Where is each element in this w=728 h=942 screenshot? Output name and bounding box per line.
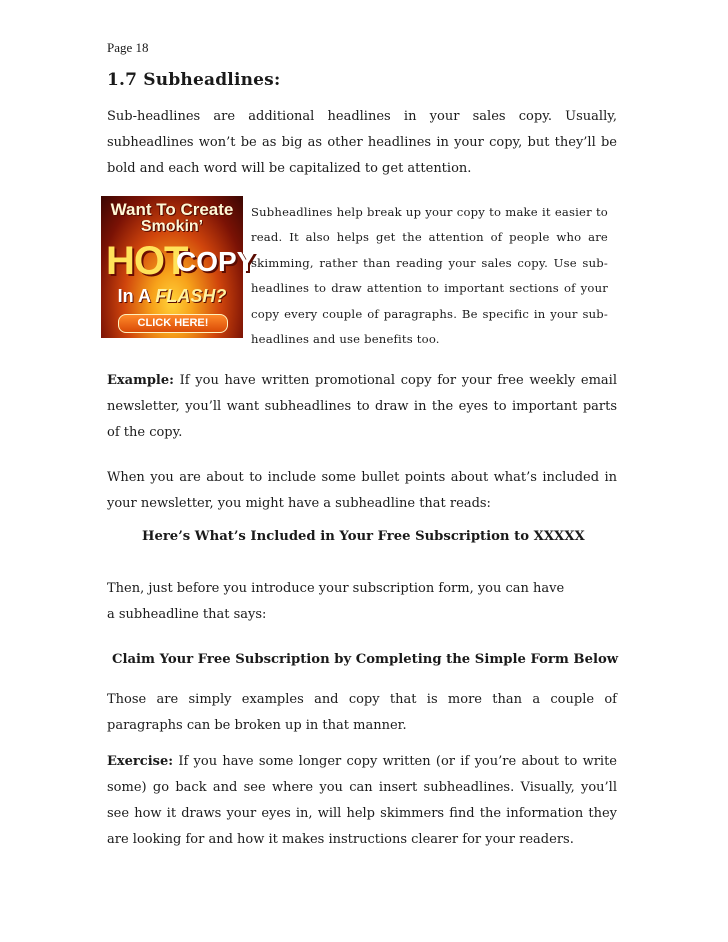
example-text: If you have written promotional copy for your free weekly email newsletter, you’ll want subheadlines to draw in the eyes to important parts of the copy. [107,373,617,440]
banner-line-3 [101,286,243,307]
example-subheadline-2: Claim Your Free Subscription by Completing the Simple Form Below [112,652,619,667]
banner-line-1: Want To Create [110,200,234,219]
exercise-text: If you have some longer copy written (or if you’re about to write some) go back and see where you can insert subheadlines. Visually, you’ll see how it draws your eyes in, will help skimmers find the information they are looking for and how it makes instructions clearer for your readers. [107,754,617,847]
banner-line-3-emphasis: FLASH? [155,286,227,306]
exercise-label: Exercise: [107,754,174,769]
banner-click-here-button[interactable]: CLICK HERE! [118,314,228,333]
exercise-paragraph [107,749,617,853]
sidebar-paragraph: Subheadlines help break up your copy to make it easier to read. It also helps get the attention of people who are skimming, rather than reading your sales copy. Use sub-headlines to draw attention to important sections of your copy every couple of paragraphs. Be specific in your sub-headlines and use benefits too. [251,205,608,347]
intro-paragraph: Sub-headlines are additional headlines in your sales copy. Usually, subheadlines won’t be as big as other headlines in your copy, but they’ll be bold and each word will be capitalized to get attention. [107,109,617,176]
banner-copy-text: COPY [176,246,256,277]
section-title: 1.7 Subheadlines: [107,70,281,90]
banner-hot-text: HOT [106,239,188,283]
form-intro-line-2: a subheadline that says: [107,607,267,622]
example-subheadline-1: Here’s What’s Included in Your Free Subscription to XXXXX [142,529,585,544]
example-paragraph [107,368,617,446]
form-intro-line-1: Then, just before you introduce your subscription form, you can have [107,581,565,596]
banner-line-2: Smokin’ [140,218,204,235]
page-number: Page 18 [107,40,149,55]
bullet-intro-paragraph: When you are about to include some bullet points about what’s included in your newsletter, you might have a subheadline that reads: [107,470,617,511]
examples-note-paragraph: Those are simply examples and copy that is more than a couple of paragraphs can be broken up in that manner. [107,692,617,733]
banner-line-3-prefix: In A [117,286,151,306]
hot-copy-banner-ad[interactable] [101,196,256,338]
example-label: Example: [107,373,174,388]
